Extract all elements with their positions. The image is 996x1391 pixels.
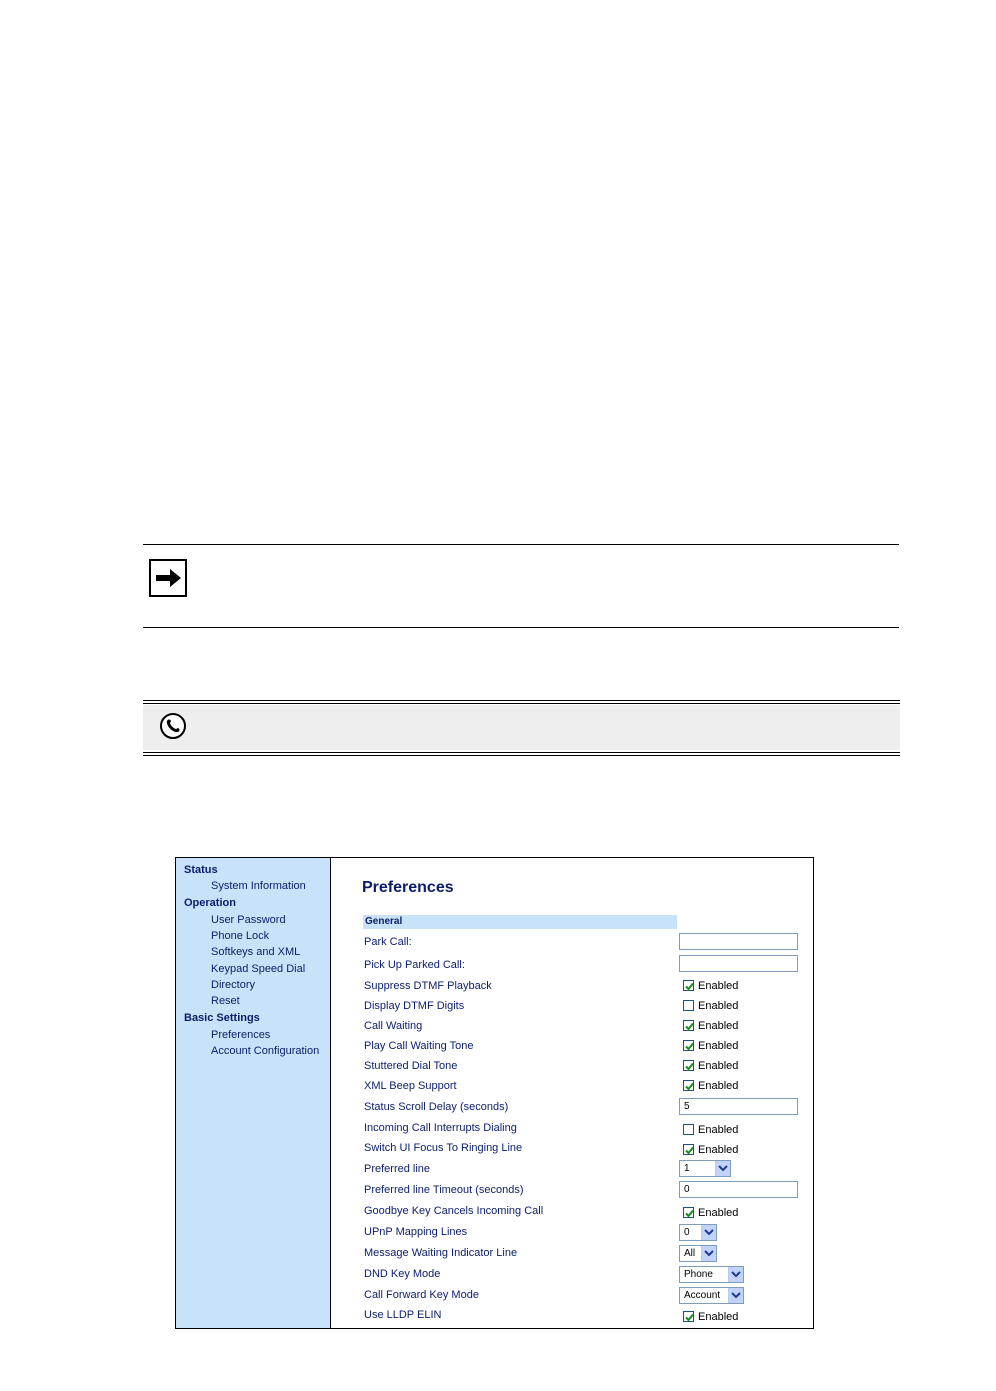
mwi-line-label: Message Waiting Indicator Line	[364, 1247, 518, 1259]
nav-section-basic-settings[interactable]: Basic Settings	[184, 1012, 260, 1024]
select-value: All	[684, 1248, 696, 1259]
status-scroll-delay-input[interactable]	[679, 1098, 798, 1115]
use-lldp-elin-label: Use LLDP ELIN	[364, 1309, 442, 1321]
status-scroll-delay-label: Status Scroll Delay (seconds)	[364, 1101, 509, 1113]
checkbox-box[interactable]	[683, 1311, 694, 1322]
chevron-down-icon[interactable]	[701, 1246, 716, 1261]
nav-item-keypad-speed-dial[interactable]: Keypad Speed Dial	[211, 963, 306, 975]
enabled-label: Enabled	[698, 1311, 739, 1323]
chevron-down-icon[interactable]	[728, 1288, 743, 1303]
nav-item-reset[interactable]: Reset	[211, 995, 240, 1007]
nav-item-phone-lock[interactable]: Phone Lock	[211, 930, 270, 942]
call-waiting-label: Call Waiting	[364, 1020, 423, 1032]
web-ui-screenshot	[175, 857, 814, 1329]
preferences-panel	[331, 858, 813, 1328]
select-value: 0	[684, 1227, 690, 1238]
checkbox-box[interactable]	[683, 1080, 694, 1091]
checkbox-box[interactable]	[683, 1020, 694, 1031]
globe-phone-icon	[159, 712, 187, 740]
select-value: Account	[684, 1290, 721, 1301]
checkbox-box[interactable]	[683, 1144, 694, 1155]
select-value: Phone	[684, 1269, 713, 1280]
dnd-key-mode-label: DND Key Mode	[364, 1268, 441, 1280]
chevron-down-icon[interactable]	[701, 1225, 716, 1240]
enabled-label: Enabled	[698, 1020, 739, 1032]
select-value: 1	[684, 1163, 690, 1174]
section-header	[363, 915, 677, 929]
nav-section-status[interactable]: Status	[184, 864, 218, 876]
preferred-line-label: Preferred line	[364, 1163, 431, 1175]
sidebar-nav	[176, 858, 331, 1328]
preferred-line-timeout-label: Preferred line Timeout (seconds)	[364, 1184, 524, 1196]
park-call-label: Park Call:	[364, 936, 412, 948]
nav-item-preferences[interactable]: Preferences	[211, 1029, 271, 1041]
dnd-key-mode-select[interactable]	[679, 1266, 744, 1283]
display-dtmf-label: Display DTMF Digits	[364, 1000, 465, 1012]
checkbox-box[interactable]	[683, 1124, 694, 1135]
goodbye-key-label: Goodbye Key Cancels Incoming Call	[364, 1205, 544, 1217]
chevron-down-icon[interactable]	[715, 1161, 730, 1176]
nav-item-system-information[interactable]: System Information	[211, 880, 306, 892]
nav-item-user-password[interactable]: User Password	[211, 914, 286, 926]
upnp-mapping-lines-label: UPnP Mapping Lines	[364, 1226, 468, 1238]
call-forward-key-mode-select[interactable]	[679, 1287, 744, 1304]
enabled-label: Enabled	[698, 1040, 739, 1052]
nav-item-directory[interactable]: Directory	[211, 979, 256, 991]
checkbox-box[interactable]	[683, 1040, 694, 1051]
enabled-label: Enabled	[698, 1000, 739, 1012]
enabled-label: Enabled	[698, 1124, 739, 1136]
page-title: Preferences	[362, 879, 454, 896]
arrow-right-icon	[149, 559, 187, 597]
note-box	[143, 544, 899, 628]
section-label: General	[365, 916, 403, 927]
enabled-label: Enabled	[698, 1207, 739, 1219]
park-call-input[interactable]	[679, 933, 798, 950]
stuttered-dial-tone-label: Stuttered Dial Tone	[364, 1060, 458, 1072]
chevron-down-icon[interactable]	[728, 1267, 743, 1282]
enabled-label: Enabled	[698, 1144, 739, 1156]
switch-ui-focus-label: Switch UI Focus To Ringing Line	[364, 1142, 523, 1154]
pick-up-parked-call-label: Pick Up Parked Call:	[364, 959, 465, 971]
suppress-dtmf-label: Suppress DTMF Playback	[364, 980, 492, 992]
enabled-label: Enabled	[698, 1080, 739, 1092]
mwi-line-select[interactable]	[679, 1245, 717, 1262]
play-call-waiting-tone-label: Play Call Waiting Tone	[364, 1040, 474, 1052]
enabled-label: Enabled	[698, 980, 739, 992]
nav-item-account-configuration[interactable]: Account Configuration	[211, 1045, 320, 1057]
nav-section-operation[interactable]: Operation	[184, 897, 236, 909]
upnp-mapping-lines-select[interactable]	[679, 1224, 717, 1241]
preferred-line-timeout-input[interactable]	[679, 1181, 798, 1198]
incoming-call-interrupts-label: Incoming Call Interrupts Dialing	[364, 1122, 517, 1134]
tip-box	[143, 700, 900, 756]
pick-up-parked-call-input[interactable]	[679, 955, 798, 972]
call-forward-key-mode-label: Call Forward Key Mode	[364, 1289, 479, 1301]
checkbox-box[interactable]	[683, 1000, 694, 1011]
xml-beep-support-label: XML Beep Support	[364, 1080, 457, 1092]
enabled-label: Enabled	[698, 1060, 739, 1072]
preferred-line-select[interactable]	[679, 1160, 731, 1177]
nav-item-softkeys-xml[interactable]: Softkeys and XML	[211, 946, 301, 958]
checkbox-box[interactable]	[683, 1207, 694, 1218]
checkbox-box[interactable]	[683, 980, 694, 991]
checkbox-box[interactable]	[683, 1060, 694, 1071]
